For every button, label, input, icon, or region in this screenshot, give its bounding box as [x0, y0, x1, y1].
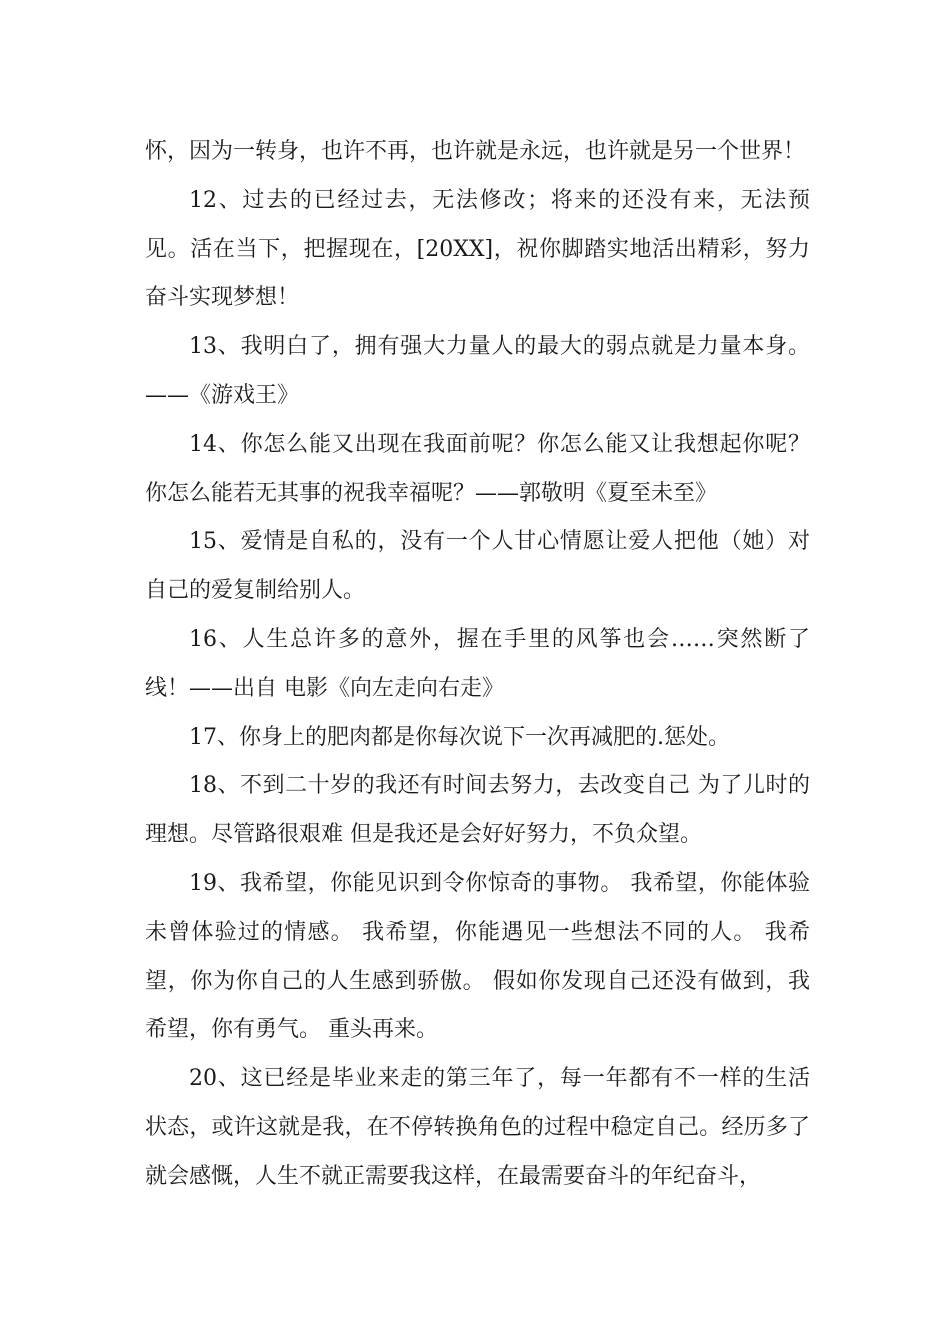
paragraph-continued: 怀，因为一转身，也许不再，也许就是永远，也许就是另一个世界！	[145, 139, 806, 164]
paragraph-12: 12、过去的已经过去，无法修改；将来的还没有来，无法预见。活在当下，把握现在，[20XX]，祝你脚踏实地活出精彩，努力奋斗实现梦想！	[145, 187, 810, 311]
paragraph-13: 13、我明白了，拥有强大力量人的最大的弱点就是力量本身。——《游戏王》	[145, 334, 810, 408]
paragraph-17: 17、你身上的肥肉都是你每次说下一次再减肥的.惩处。	[189, 724, 730, 750]
paragraph-18: 18、不到二十岁的我还有时间去努力，去改变自己 为了儿时的理想。尽管路很艰难 但是我还是会好好努力，不负众望。	[145, 773, 810, 848]
paragraph-19: 19、我希望，你能见识到令你惊奇的事物。 我希望，你能体验未曾体验过的情感。 我希望，你能遇见一些想法不同的人。 我希望，你为你自己的人生感到骄傲。 假如你发现自己还没有做到，我希望，你有勇气。 重头再来。	[145, 870, 810, 1043]
document-body	[145, 128, 810, 1202]
paragraph-16: 16、人生总许多的意外，握在手里的风筝也会……突然断了线！——出自 电影《向左走向右走》	[145, 626, 810, 701]
paragraph-14: 14、你怎么能又出现在我面前呢？你怎么能又让我想起你呢？你怎么能若无其事的祝我幸福呢？——郭敬明《夏至未至》	[145, 431, 810, 506]
paragraph-20: 20、这已经是毕业来走的第三年了，每一年都有不一样的生活状态，或许这就是我，在不停转换角色的过程中稳定自己。经历多了就会感慨，人生不就正需要我这样，在最需要奋斗的年纪奋斗，	[145, 1066, 810, 1189]
paragraph-15: 15、爱情是自私的，没有一个人甘心情愿让爱人把他（她）对自己的爱复制给别人。	[145, 529, 810, 604]
